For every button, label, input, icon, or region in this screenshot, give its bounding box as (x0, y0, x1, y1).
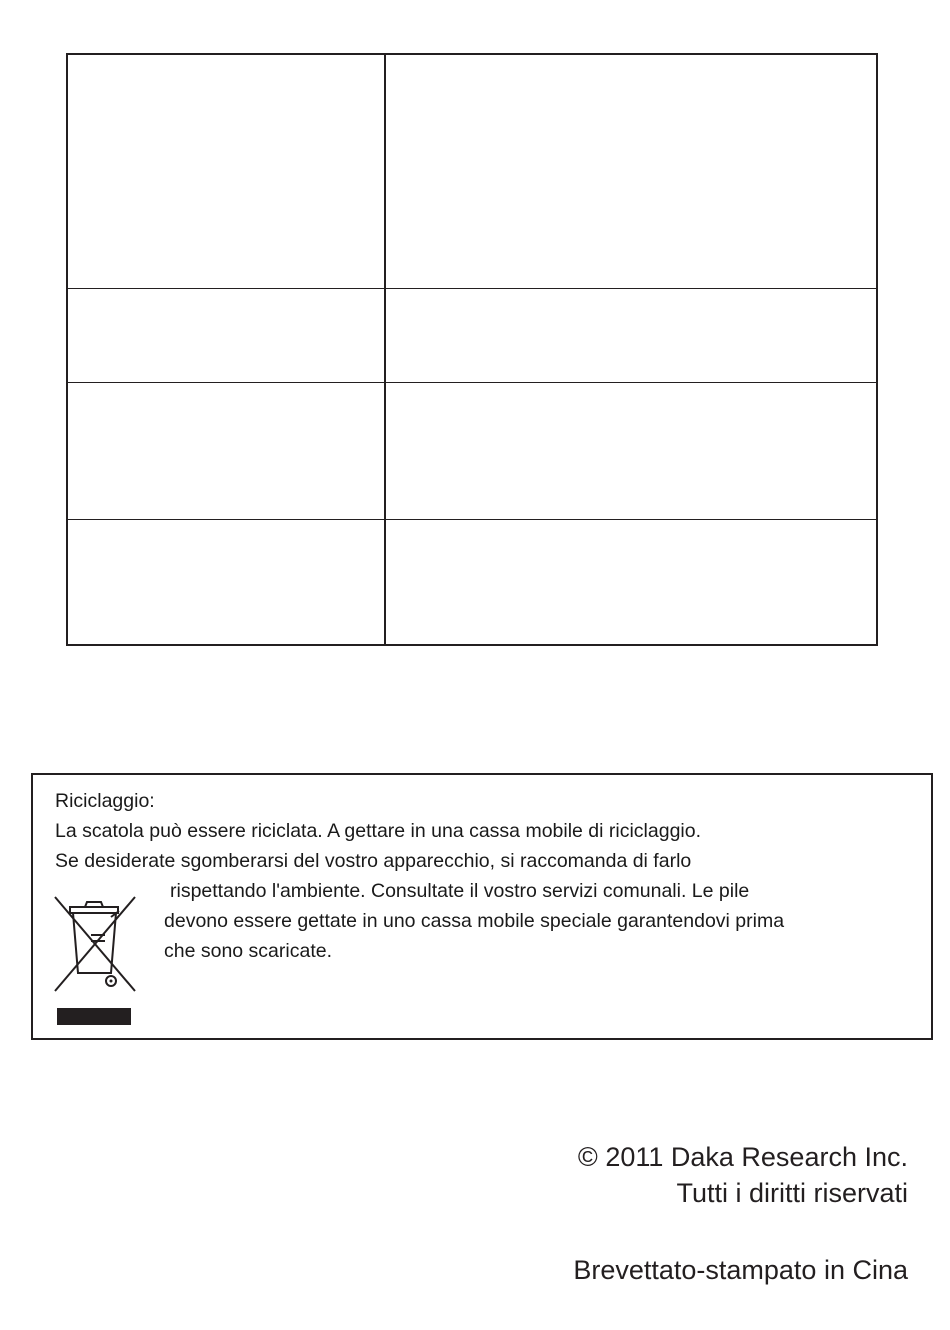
recycling-heading: Riciclaggio: (55, 790, 155, 812)
table-row (68, 55, 876, 289)
table-row (68, 520, 876, 644)
origin-text: Brevettato-stampato in Cina (573, 1255, 908, 1285)
rights-text: Tutti i diritti riservati (676, 1178, 908, 1208)
table-row (68, 289, 876, 383)
copyright-text: © 2011 Daka Research Inc. (577, 1142, 908, 1172)
table-row (68, 383, 876, 520)
recycling-text-line: La scatola può essere riciclata. A gettare in una cassa mobile di riciclaggio. (55, 820, 702, 842)
recycling-text-line: rispettando l'ambiente. Consultate il vostro servizi comunali. Le pile (170, 880, 750, 902)
table-cell-left (68, 520, 386, 644)
table-cell-left (68, 289, 386, 382)
recycling-text-line: che sono scaricate. (164, 940, 333, 962)
recycling-notice (31, 773, 933, 1040)
recycling-text-line: devono essere gettate in uno cassa mobile speciale garantendovi prima (164, 910, 785, 932)
crossed-out-wheelie-bin-icon (53, 895, 137, 995)
table-cell-left (68, 383, 386, 519)
recycling-text-line: Se desiderate sgomberarsi del vostro apparecchio, si raccomanda di farlo (55, 850, 692, 872)
empty-table (66, 53, 878, 646)
table-cell-left (68, 55, 386, 288)
bin-underline-bar (57, 1008, 131, 1025)
